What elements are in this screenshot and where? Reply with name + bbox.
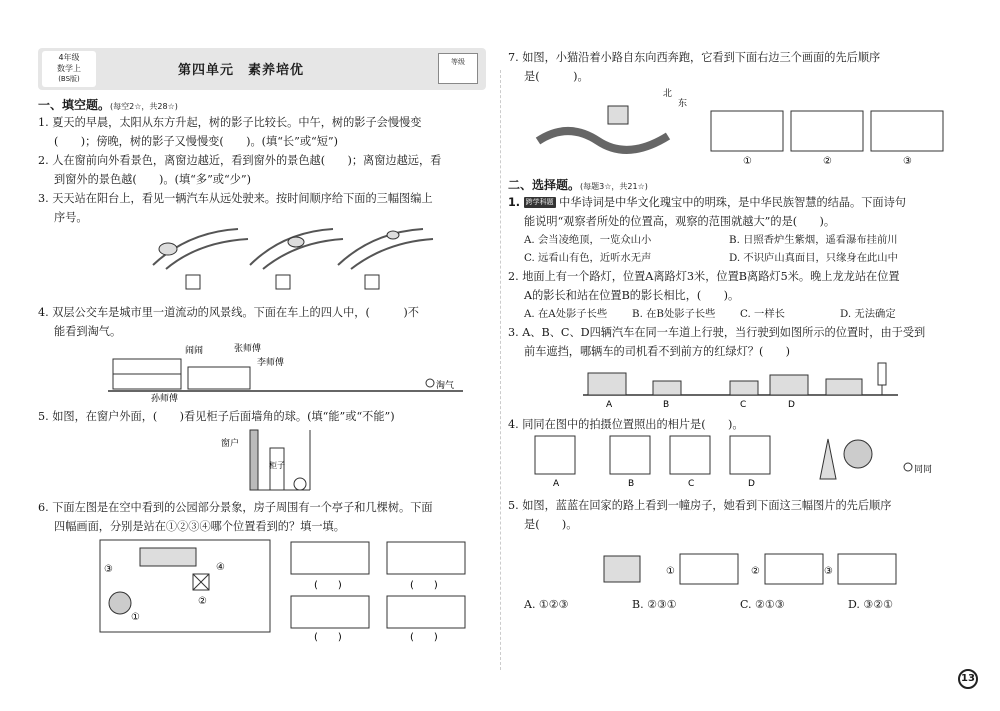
window [250,430,258,490]
option-a[interactable]: A. 会当凌绝顶，一览众山小 [524,234,652,246]
q2-1-options-row2 [508,249,978,267]
house-figure [508,534,978,592]
view-d [387,596,465,628]
section2-note: (每题3☆，共21☆) [580,182,648,191]
section2-title: 二、选择题。(每题3☆，共21☆) [508,178,648,192]
scene-mark-1: ① [743,156,752,166]
option-a[interactable]: A. 在A处影子长些 [524,308,608,320]
car-a [588,373,626,395]
road-panel-2 [250,229,343,289]
park-figure [38,536,493,644]
grade-label: 4年级 [58,53,80,62]
question-1-3: 3. 天天站在阳台上，看见一辆汽车从远处驶来。按时间顺序给下面的三幅图编上 序号。 [38,192,433,224]
name-zhang: 张师傅 [234,344,262,354]
section1-note: (每空2☆，共28☆) [110,102,178,111]
label-a: A [553,479,560,489]
view-c [291,596,369,628]
question-1-6: 6. 下面左图是在空中看到的公园部分景象，房子周围有一个亭子和几棵树。下面 四幅画面，分别是站在①②③④哪个位置看到的？填一填。 [38,501,433,533]
question-2-3: 3. A、B、C、D四辆汽车在同一车道上行驶，当行驶到如图所示的位置时，由于受到 前车遮挡，哪辆车的司机看不到前方的红绿灯？( ) [508,326,926,358]
scene-3 [871,111,943,151]
road-panel-1 [153,229,248,289]
name-tongtong: 同同 [914,465,933,475]
photo-c [670,436,710,474]
edition-label: (BS版) [58,75,80,83]
option-d[interactable]: D. 无法确定 [840,308,896,320]
question-2-4: 4. 同同在图中的拍摄位置照出的相片是( )。 [508,418,744,431]
option-a[interactable]: A. ①②③ [524,598,569,611]
mark-3: ③ [104,564,113,575]
option-c[interactable]: C. 远看山有色，近听水无声 [524,252,652,264]
grade-badge [42,51,96,87]
compass-north: 北 [663,89,673,99]
option-c[interactable]: C. ②①③ [740,598,785,611]
question-2-1: 1. 跨学科题 中华诗词是中华文化瑰宝中的明珠，是中华民族智慧的结晶。下面诗句 能说明“观察者所处的位置高，观察的范围就越大”的是( )。 [508,196,906,228]
house-view-2 [765,554,823,584]
question-1-5: 5. 如图，在窗户外面，( )看见柜子后面墙角的球。(填“能”或“不能”) [38,410,395,423]
question-2-2: 2. 地面上有一个路灯，位置A离路灯3米，位置B离路灯5米。晚上龙龙站在位置 A的影长和站在位置B的影长相比，( )。 [508,270,900,302]
mark-1: ① [131,612,140,623]
view-b [387,542,465,574]
name-taoqi: 淘气 [436,381,455,391]
view-mark-2: ② [751,566,760,577]
label-d: D [788,400,795,410]
question-1-7: 7. 如图，小猫沿着小路自东向西奔跑，它看到下面右边三个画面的先后顺序 是( )。 [508,51,881,83]
option-b[interactable]: B. 在B处影子长些 [632,308,716,320]
q2-1-options-row1 [508,231,978,249]
car-d [770,375,808,395]
traffic-light [878,363,886,385]
tree [844,440,872,468]
pagoda [820,439,836,479]
cat-path-figure [508,86,978,166]
option-d[interactable]: D. ③②① [848,598,894,611]
unit-header [38,48,486,90]
cabinet-label: 柜子 [269,461,285,470]
house [604,556,640,582]
label-c: C [688,479,695,489]
paren-b: ( ) [410,580,438,591]
traffic-figure [508,361,978,411]
question-1-4: 4. 双层公交车是城市里一道流动的风景线。下面在车上的四人中，( )不 能看到淘气。 [38,306,419,338]
bus-figure [38,341,493,403]
compass-east: 东 [678,99,688,109]
label-c: C [740,400,747,410]
bus-2 [188,367,250,389]
rank-box [438,53,478,84]
house-view-1 [680,554,738,584]
scene-mark-2: ② [823,156,832,166]
ball [294,478,306,490]
window-figure [38,426,493,494]
section1-title: 一、填空题。(每空2☆，共28☆) [38,98,178,112]
scene-1 [711,111,783,151]
photo-d [730,436,770,474]
paren-c: ( ) [314,632,342,643]
name-li: 李师傅 [257,358,285,368]
question-1-2: 2. 人在窗前向外看景色，离窗边越近，看到窗外的景色越( )；离窗边越远，看 到窗外的景色越( )。(填“多”或“少”) [38,154,442,186]
question-1-1: 1. 夏天的早晨，太阳从东方升起，树的影子比较长。中午，树的影子会慢慢变 ( )；傍晚，树的影子又慢慢变( )。(填“长”或“短”) [38,116,422,148]
mark-2: ② [198,596,207,607]
road-panel-3 [338,229,433,289]
paren-d: ( ) [410,632,438,643]
unit-title: 第四单元 素养培优 [178,63,305,78]
label-d: D [748,479,755,489]
right-column [508,48,978,698]
path [538,131,668,150]
q2-5-options [508,596,978,614]
option-c[interactable]: C. 一样长 [740,308,785,320]
scene-mark-3: ③ [903,156,912,166]
window-label: 窗户 [221,439,240,449]
house-view-3 [838,554,896,584]
option-b[interactable]: B. 日照香炉生紫烟，遥看瀑布挂前川 [729,234,898,246]
view-mark-1: ① [666,566,675,577]
paren-a: ( ) [314,580,342,591]
q2-2-options [508,305,978,323]
question-2-5: 5. 如图，蓝蓝在回家的路上看到一幢房子，她看到下面这三幅图片的先后顺序 是( )。 [508,499,892,531]
car-c [730,381,758,395]
subject-label: 数学上 [57,64,81,73]
column-divider [500,70,501,670]
view-a [291,542,369,574]
photo-figure [508,434,978,492]
rank-label: 等级 [451,58,465,66]
road-car-figure [38,227,493,299]
photo-b [610,436,650,474]
mark-4: ④ [216,562,225,573]
name-sun: 孙师傅 [151,394,179,403]
view-mark-3: ③ [824,566,833,577]
left-column [38,48,493,698]
page-number: 13 [958,669,978,689]
label-b: B [663,400,670,410]
name-naonao: 闹闹 [185,346,204,356]
label-a: A [606,400,613,410]
label-b: B [628,479,635,489]
option-d[interactable]: D. 不识庐山真面目，只缘身在此山中 [729,252,898,264]
cross-subject-tag: 跨学科题 [525,198,554,206]
car-b [653,381,681,395]
photo-a [535,436,575,474]
option-b[interactable]: B. ②③① [632,598,677,611]
scene-2 [791,111,863,151]
